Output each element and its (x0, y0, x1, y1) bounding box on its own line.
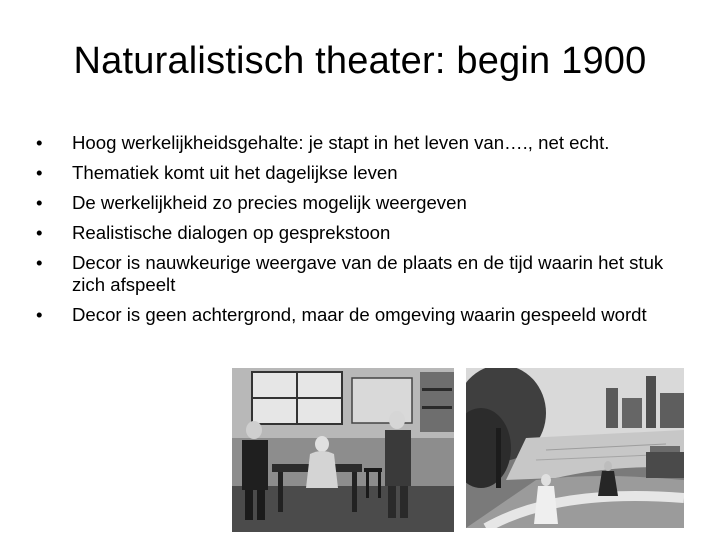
bullet-glyph: • (36, 252, 43, 273)
riverside-landscape-photo (466, 368, 684, 528)
list-item (36, 222, 696, 244)
bullet-text: Thematiek komt uit het dagelijkse leven (72, 162, 398, 183)
list-item (36, 304, 696, 326)
list-item (36, 132, 696, 154)
stage-interior-photo (232, 368, 454, 532)
bullet-text: Decor is geen achtergrond, maar de omgeving waarin gespeeld wordt (72, 304, 647, 325)
riverside-illustration (466, 368, 684, 528)
bullet-text: Decor is nauwkeurige weergave van de plaats en de tijd waarin het stuk zich afspeelt (72, 252, 664, 295)
bullet-text: De werkelijkheid zo precies mogelijk weergeven (72, 192, 467, 213)
bullet-text: Realistische dialogen op gesprekstoon (72, 222, 391, 243)
bullet-glyph: • (36, 304, 43, 325)
bullet-glyph: • (36, 192, 43, 213)
list-item (36, 162, 696, 184)
list-item (36, 192, 696, 214)
stage-interior-illustration (232, 368, 454, 532)
list-item (36, 252, 696, 296)
slide-title: Naturalistisch theater: begin 1900 (73, 40, 647, 82)
bullet-glyph: • (36, 132, 43, 153)
bullet-list (36, 132, 696, 326)
bullet-text: Hoog werkelijkheidsgehalte: je stapt in het leven van…., net echt. (72, 132, 610, 153)
bullet-glyph: • (36, 222, 43, 243)
bullet-glyph: • (36, 162, 43, 183)
